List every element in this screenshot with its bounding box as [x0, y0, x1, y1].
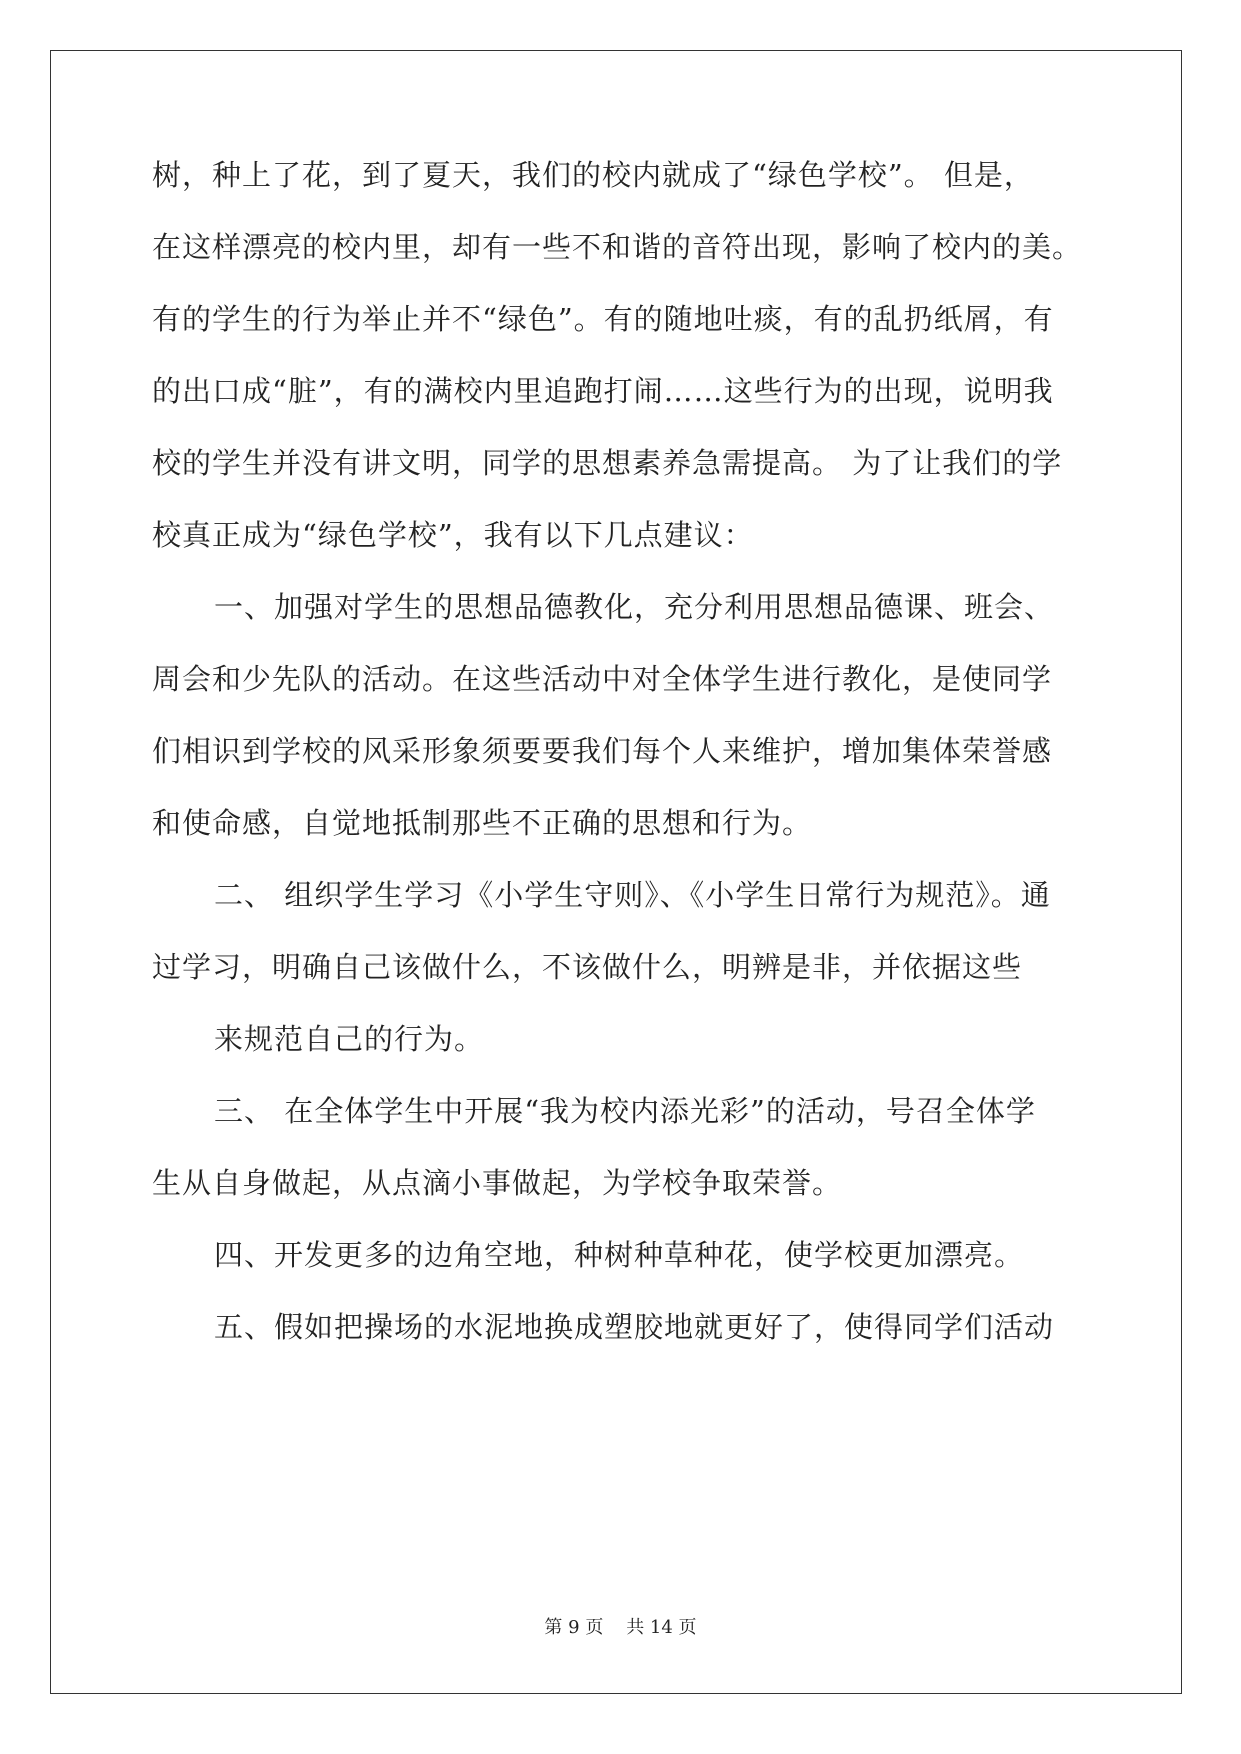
text-line: 生从自身做起，从点滴小事做起，为学校争取荣誉。 — [152, 1166, 843, 1200]
text-line: 们相识到学校的风采形象须要要我们每个人来维护，增加集体荣誉感 — [152, 734, 1053, 768]
text-line: 的出口成“脏”，有的满校内里追跑打闹……这些行为的出现，说明我 — [152, 374, 1054, 408]
text-line: 和使命感，自觉地抵制那些不正确的思想和行为。 — [152, 806, 813, 840]
text-line: 过学习，明确自己该做什么，不该做什么，明辨是非，并依据这些 — [152, 950, 1023, 984]
text-line: 一、加强对学生的思想品德教化，充分利用思想品德课、班会、 — [214, 590, 1055, 624]
text-line: 有的学生的行为举止并不“绿色”。有的随地吐痰，有的乱扔纸屑，有 — [152, 302, 1054, 336]
text-line: 校的学生并没有讲文明，同学的思想素养急需提高。 为了让我们的学 — [152, 446, 1063, 480]
text-line: 树，种上了花，到了夏天，我们的校内就成了“绿色学校”。 但是， — [152, 158, 1034, 192]
text-line: 在这样漂亮的校内里，却有一些不和谐的音符出现，影响了校内的美。 — [152, 230, 1083, 264]
page-border — [50, 50, 1182, 1694]
text-line: 三、 在全体学生中开展“我为校内添光彩”的活动，号召全体学 — [214, 1094, 1036, 1128]
text-line: 来规范自己的行为。 — [214, 1022, 485, 1056]
text-line: 二、 组织学生学习《小学生守则》、《小学生日常行为规范》。通 — [214, 878, 1051, 912]
text-line: 校真正成为“绿色学校”，我有以下几点建议： — [152, 518, 754, 552]
text-line: 四、开发更多的边角空地，种树种草种花，使学校更加漂亮。 — [214, 1238, 1025, 1272]
page-number: 第 9 页 共 14 页 — [544, 1617, 697, 1638]
text-line: 五、假如把操场的水泥地换成塑胶地就更好了，使得同学们活动 — [214, 1310, 1055, 1344]
text-line: 周会和少先队的活动。在这些活动中对全体学生进行教化，是使同学 — [152, 662, 1053, 696]
